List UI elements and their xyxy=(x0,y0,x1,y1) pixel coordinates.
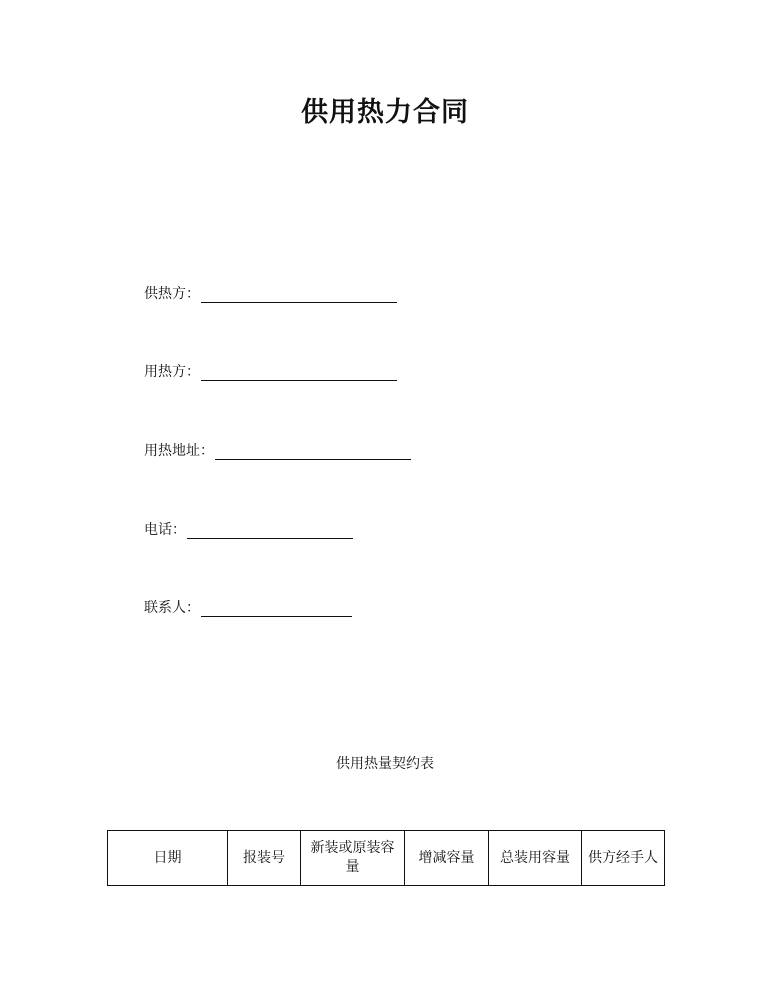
fill-in-line xyxy=(201,288,397,303)
header-date: 日期 xyxy=(108,831,228,886)
document-title: 供用热力合同 xyxy=(301,97,469,128)
heat-contract-table xyxy=(107,830,665,886)
field-phone xyxy=(144,519,353,539)
field-heat-address xyxy=(144,440,411,460)
field-heat-supplier xyxy=(144,283,397,303)
table-header-row xyxy=(108,831,665,886)
field-label: 用热地址： xyxy=(144,443,214,459)
header-install-number: 报装号 xyxy=(228,831,301,886)
field-label: 联系人： xyxy=(144,600,200,616)
header-total-capacity: 总装用容量 xyxy=(489,831,582,886)
field-label: 供热方： xyxy=(144,286,200,302)
field-heat-user xyxy=(144,361,397,381)
field-contact-person xyxy=(144,597,352,617)
field-label: 电话： xyxy=(144,522,186,538)
fill-in-line xyxy=(187,524,353,539)
header-new-or-original-capacity: 新装或原装容量 xyxy=(301,831,405,886)
header-capacity-change: 增减容量 xyxy=(405,831,489,886)
fill-in-line xyxy=(201,602,352,617)
header-supplier-handler: 供方经手人 xyxy=(582,831,665,886)
fill-in-line xyxy=(215,445,411,460)
table-title: 供用热量契约表 xyxy=(336,756,434,772)
fill-in-line xyxy=(201,366,397,381)
field-label: 用热方： xyxy=(144,364,200,380)
